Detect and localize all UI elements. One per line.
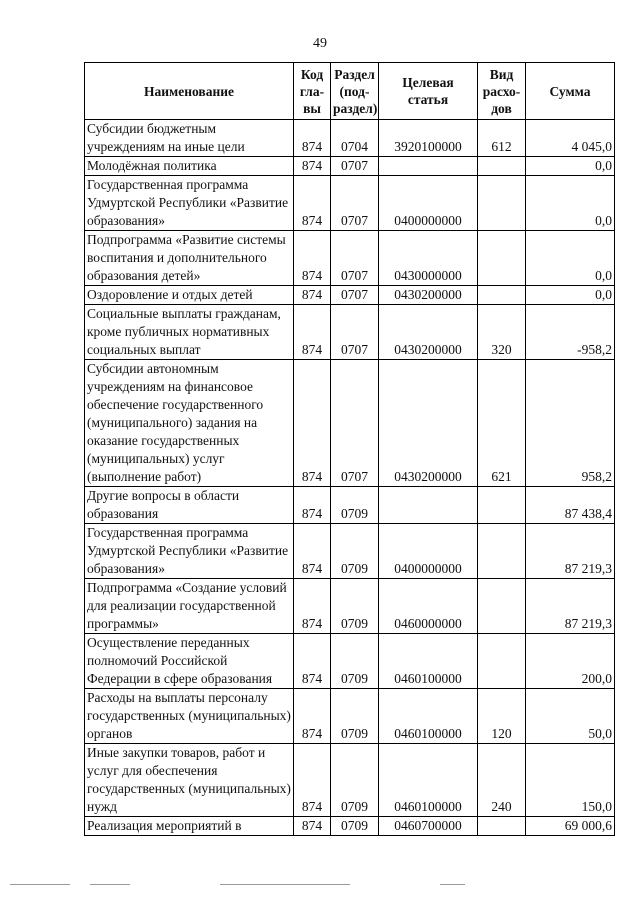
cell-target: 0460700000: [379, 817, 478, 836]
cell-sum: -958,2: [526, 305, 615, 360]
cell-sum: 4 045,0: [526, 120, 615, 157]
cell-name: Подпрограмма «Развитие системы воспитания и дополнительного образования детей»: [85, 231, 294, 286]
cell-target: 0400000000: [379, 176, 478, 231]
header-section: Раздел (под-раздел): [331, 63, 379, 120]
cell-type: [478, 157, 526, 176]
cell-section: 0709: [331, 579, 379, 634]
cell-target: 0430000000: [379, 231, 478, 286]
cell-sum: 50,0: [526, 689, 615, 744]
table-row: [85, 120, 615, 157]
table-row: [85, 689, 615, 744]
cell-section: 0709: [331, 744, 379, 817]
cell-code: 874: [294, 231, 331, 286]
cell-section: 0709: [331, 487, 379, 524]
cell-name: Субсидии автономным учреждениям на финансовое обеспечение государственного (муниципального) задания на оказание государственных (муниципальных) услуг (выполнение работ): [85, 360, 294, 487]
cell-target: 0460100000: [379, 634, 478, 689]
cell-target: 0430200000: [379, 360, 478, 487]
cell-code: 874: [294, 744, 331, 817]
cell-code: 874: [294, 157, 331, 176]
footer-rule: [440, 884, 465, 885]
table-row: [85, 360, 615, 487]
table-row: [85, 524, 615, 579]
table-row: [85, 305, 615, 360]
cell-code: 874: [294, 817, 331, 836]
cell-type: [478, 579, 526, 634]
cell-type: [478, 634, 526, 689]
header-code: Код гла-вы: [294, 63, 331, 120]
table-body: [85, 120, 615, 836]
cell-code: 874: [294, 487, 331, 524]
cell-type: [478, 524, 526, 579]
cell-target: 0460000000: [379, 579, 478, 634]
table-row: [85, 176, 615, 231]
footer-rule: [90, 884, 130, 885]
table-row: [85, 579, 615, 634]
cell-type: 120: [478, 689, 526, 744]
cell-type: [478, 231, 526, 286]
cell-sum: 87 438,4: [526, 487, 615, 524]
cell-name: Реализация мероприятий в: [85, 817, 294, 836]
table-row: [85, 157, 615, 176]
cell-type: [478, 176, 526, 231]
cell-sum: 0,0: [526, 176, 615, 231]
cell-section: 0709: [331, 524, 379, 579]
cell-code: 874: [294, 305, 331, 360]
cell-sum: 200,0: [526, 634, 615, 689]
cell-sum: 69 000,6: [526, 817, 615, 836]
cell-code: 874: [294, 120, 331, 157]
cell-target: [379, 487, 478, 524]
table-header-row: [85, 63, 615, 120]
budget-table: [84, 62, 615, 836]
cell-target: 0430200000: [379, 286, 478, 305]
cell-type: 240: [478, 744, 526, 817]
cell-section: 0709: [331, 634, 379, 689]
cell-type: 621: [478, 360, 526, 487]
cell-section: 0709: [331, 817, 379, 836]
table-row: [85, 231, 615, 286]
cell-type: [478, 817, 526, 836]
cell-target: 0460100000: [379, 689, 478, 744]
cell-name: Подпрограмма «Создание условий для реализации государственной программы»: [85, 579, 294, 634]
cell-section: 0707: [331, 360, 379, 487]
cell-section: 0704: [331, 120, 379, 157]
footer-rule: [10, 884, 70, 885]
cell-name: Социальные выплаты гражданам, кроме публичных нормативных социальных выплат: [85, 305, 294, 360]
cell-section: 0707: [331, 305, 379, 360]
cell-target: 0430200000: [379, 305, 478, 360]
cell-name: Осуществление переданных полномочий Российской Федерации в сфере образования: [85, 634, 294, 689]
table-row: [85, 744, 615, 817]
cell-target: 0400000000: [379, 524, 478, 579]
cell-name: Субсидии бюджетным учреждениям на иные цели: [85, 120, 294, 157]
cell-name: Оздоровление и отдых детей: [85, 286, 294, 305]
cell-sum: 87 219,3: [526, 579, 615, 634]
table-row: [85, 817, 615, 836]
table-row: [85, 286, 615, 305]
cell-sum: 87 219,3: [526, 524, 615, 579]
cell-code: 874: [294, 634, 331, 689]
cell-target: 0460100000: [379, 744, 478, 817]
cell-code: 874: [294, 360, 331, 487]
cell-code: 874: [294, 176, 331, 231]
cell-sum: 150,0: [526, 744, 615, 817]
header-type: Вид расхо-дов: [478, 63, 526, 120]
cell-name: Другие вопросы в области образования: [85, 487, 294, 524]
cell-sum: 0,0: [526, 231, 615, 286]
cell-type: [478, 286, 526, 305]
cell-code: 874: [294, 689, 331, 744]
page-number: 49: [313, 36, 327, 51]
cell-name: Расходы на выплаты персоналу государственных (муниципальных) органов: [85, 689, 294, 744]
cell-name: Молодёжная политика: [85, 157, 294, 176]
cell-section: 0707: [331, 286, 379, 305]
cell-code: 874: [294, 524, 331, 579]
cell-name: Государственная программа Удмуртской Республики «Развитие образования»: [85, 176, 294, 231]
header-name: Наименование: [85, 63, 294, 120]
cell-section: 0709: [331, 689, 379, 744]
cell-sum: 958,2: [526, 360, 615, 487]
header-target: Целевая статья: [379, 63, 478, 120]
cell-name: Государственная программа Удмуртской Республики «Развитие образования»: [85, 524, 294, 579]
cell-section: 0707: [331, 231, 379, 286]
cell-code: 874: [294, 579, 331, 634]
cell-section: 0707: [331, 157, 379, 176]
header-sum: Сумма: [526, 63, 615, 120]
cell-sum: 0,0: [526, 157, 615, 176]
cell-code: 874: [294, 286, 331, 305]
cell-target: [379, 157, 478, 176]
cell-type: 612: [478, 120, 526, 157]
cell-target: 3920100000: [379, 120, 478, 157]
table-row: [85, 634, 615, 689]
cell-name: Иные закупки товаров, работ и услуг для обеспечения государственных (муниципальных) нужд: [85, 744, 294, 817]
cell-type: 320: [478, 305, 526, 360]
cell-section: 0707: [331, 176, 379, 231]
cell-sum: 0,0: [526, 286, 615, 305]
cell-type: [478, 487, 526, 524]
footer-rule: [220, 884, 350, 885]
table-row: [85, 487, 615, 524]
